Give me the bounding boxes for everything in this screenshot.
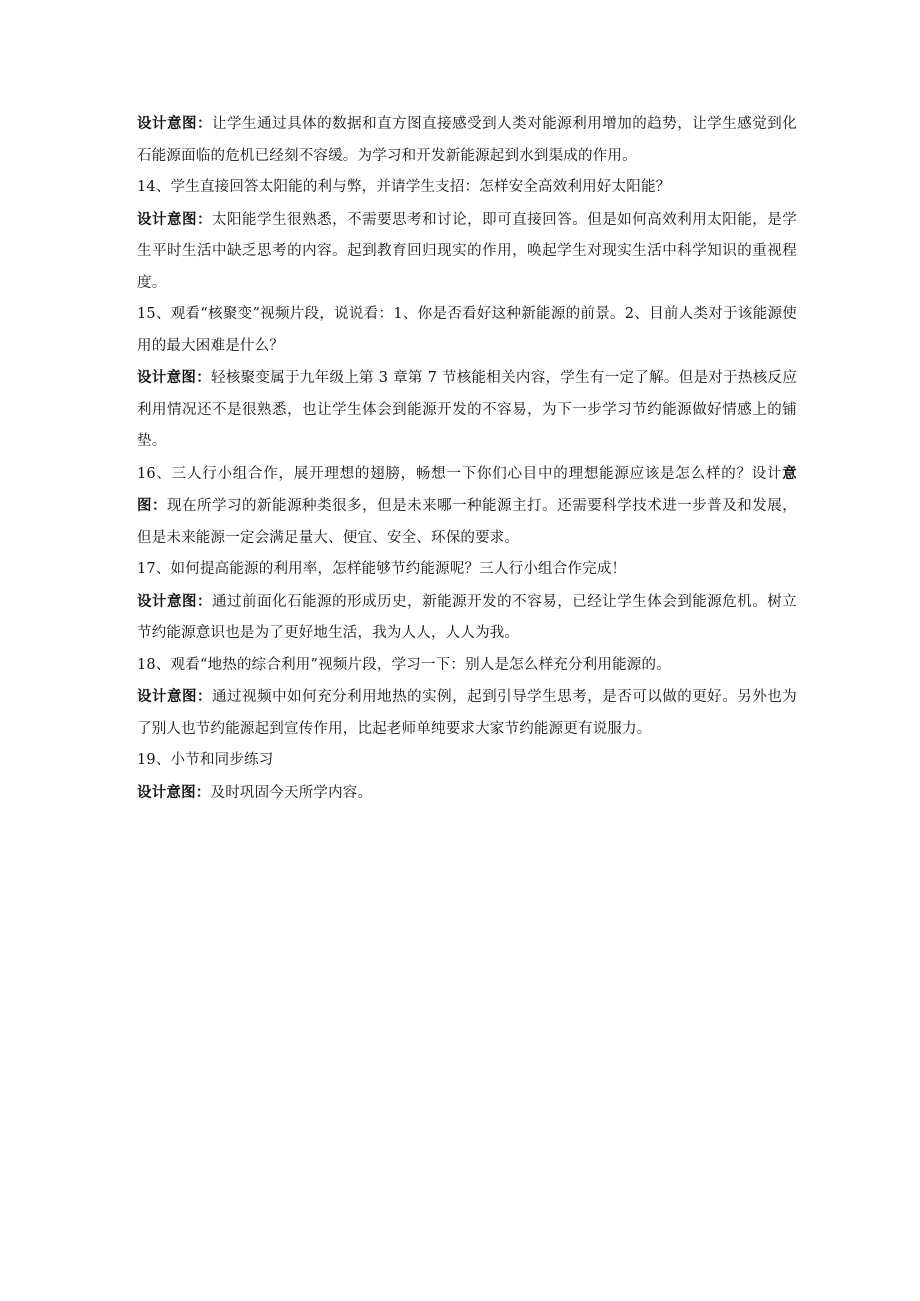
design-intent-text: 轻核聚变属于九年级上第 3 章第 7 节核能相关内容，学生有一定了解。但是对于热核反应利用情况还不是很熟悉，也让学生体会到能源开发的不容易，为下一步学习节约能源做好情感上的铺垫。 [137,370,798,449]
list-item-14: 14、学生直接回答太阳能的利与弊，并请学生支招：怎样安全高效利用好太阳能？ [137,179,671,195]
design-intent-paragraph [137,586,797,650]
design-intent-label: 设计意图： [137,369,212,386]
design-intent-label-inline-a: 设计 [751,465,783,482]
design-intent-label: 设计意图： [137,783,211,801]
design-intent-text: 通过前面化石能源的形成历史，新能源开发的不容易，已经让学生体会到能源危机。树立节约能源意识也是为了更好地生活，我为人人，人人为我。 [137,593,798,641]
design-intent-paragraph [137,108,797,172]
design-intent-text: 及时巩固今天所学内容。 [210,784,373,801]
design-intent-label-inline-b: 意图： [137,464,797,514]
design-intent-paragraph [137,681,797,745]
design-intent-label: 设计意图： [137,210,213,228]
list-item-16 [137,458,797,555]
list-item-18: 18、观看“地热的综合利用”视频片段，学习一下：别人是怎么样充分利用能源的。 [137,656,671,673]
design-intent-text: 现在所学习的新能源种类很多，但是未来哪一种能源主打。还需要科学技术进一步普及和发展，但是未来能源一定会满足量大、便宜、安全、环保的要求。 [137,498,797,546]
design-intent-label: 设计意图： [137,688,213,705]
list-item-15: 15、观看“核聚变”视频片段，说说看：1、你是否看好这种新能源的前景。2、目前人类对于该能源使用的最大困难是什么？ [137,306,797,354]
design-intent-paragraph [137,777,797,810]
document-body [137,108,797,809]
design-intent-text: 太阳能学生很熟悉，不需要思考和讨论，即可直接回答。但是如何高效利用太阳能，是学生平时生活中缺乏思考的内容。起到教育回归现实的作用，唤起学生对现实生活中科学知识的重视程度。 [137,211,798,291]
list-item-19: 19、小节和同步练习 [137,752,274,768]
design-intent-paragraph [137,204,797,300]
design-intent-text: 让学生通过具体的数据和直方图直接感受到人类对能源利用增加的趋势，让学生感觉到化石能源面临的危机已经刻不容缓。为学习和开发新能源起到水到渠成的作用。 [137,116,798,164]
list-item-17: 17、如何提高能源的利用率，怎样能够节约能源呢？三人行小组合作完成！ [137,561,627,577]
list-item-16-text: 16、三人行小组合作，展开理想的翅膀，畅想一下你们心目中的理想能源应该是怎么样的？ [137,465,752,482]
design-intent-label: 设计意图： [137,592,213,610]
design-intent-text: 通过视频中如何充分利用地热的实例，起到引导学生思考，是否可以做的更好。另外也为了别人也节约能源起到宣传作用，比起老师单纯要求大家节约能源更有说服力。 [137,689,798,737]
design-intent-label: 设计意图： [137,115,213,132]
design-intent-paragraph [137,362,797,458]
